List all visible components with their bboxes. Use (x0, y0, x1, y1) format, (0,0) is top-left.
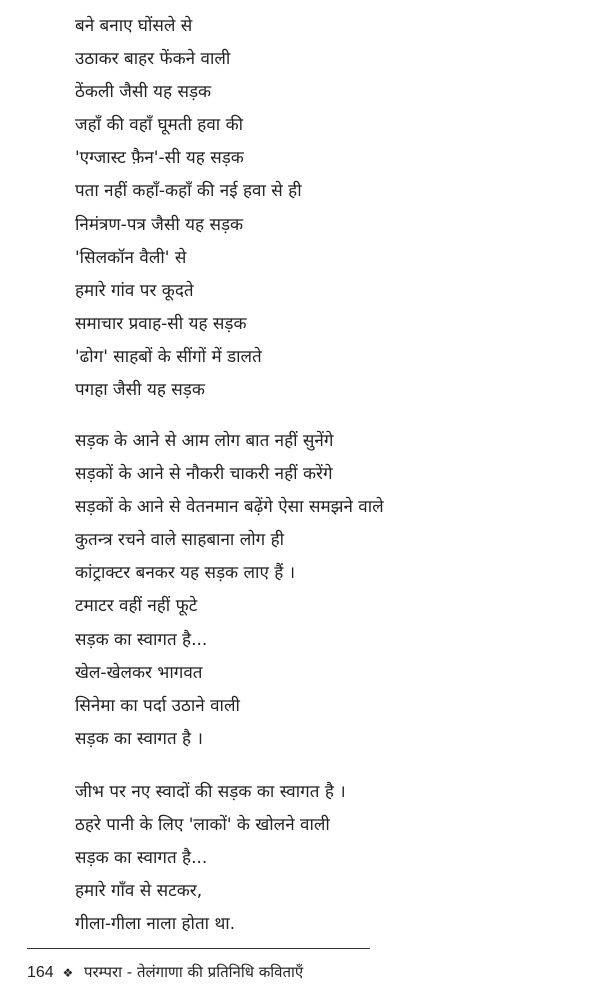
poem-line: 'एग्जास्ट फ़ैन'-सी यह सड़क (75, 148, 244, 169)
poem-stanza-1 (75, 10, 575, 407)
footer-divider (27, 948, 370, 949)
poem-stanza-2 (75, 425, 575, 756)
poem-line: हमारे गांव पर कूदते (75, 280, 194, 301)
poem-line: जहाँ की वहाँ घूमती हवा की (75, 115, 244, 136)
poem-line: सड़कों के आने से वेतनमान बढ़ेंगे ऐसा समझने वाले (75, 497, 384, 518)
poem-line: पगहा जैसी यह सड़क (75, 380, 205, 401)
running-title: परम्परा - तेलंगाणा की प्रतिनिधि कविताएँ (84, 963, 304, 981)
poem-line: टमाटर वहीं नहीं फूटे (75, 596, 198, 617)
poem-line: 'सिलकॉन वैली' से (75, 247, 187, 268)
poem-line: सिनेमा का पर्दा उठाने वाली (75, 695, 240, 716)
poem-line: उठाकर बाहर फेंकने वाली (75, 49, 231, 70)
poem-line: जीभ पर नए स्वादों की सड़क का स्वागत है । (75, 782, 346, 802)
poem-line: ठहरे पानी के लिए 'लाकों' के खोलने वाली (75, 815, 330, 836)
poem-line: 'ढोग' साहबों के सींगों में डालते (75, 346, 262, 367)
poem-line: ठेंकली जैसी यह सड़क (75, 82, 212, 103)
poem-line: पता नहीं कहाँ-कहाँ की नई हवा से ही (75, 181, 302, 202)
page-footer (27, 957, 303, 987)
page-number: 164 (27, 964, 54, 981)
poem-line: बने बनाए घोंसले से (75, 16, 193, 36)
poem-line: सड़क के आने से आम लोग बात नहीं सुनेंगे (75, 431, 334, 451)
poem-line: गीला-गीला नाला होता था. (75, 914, 236, 935)
poem-line: सड़क का स्वागत है... (75, 629, 208, 650)
poem-line: सड़कों के आने से नौकरी चाकरी नहीं करेंगे (75, 464, 333, 485)
poem-stanza-3 (75, 776, 575, 941)
poem-line: समाचार प्रवाह-सी यह सड़क (75, 313, 247, 334)
poem-line: सड़क का स्वागत है... (75, 848, 208, 869)
poem-line: कुतन्त्र रचने वाले साहबाना लोग ही (75, 530, 285, 551)
poem-line: हमारे गाँव से सटकर, (75, 881, 203, 902)
ornament-bullet-icon: ❖ (62, 966, 74, 980)
poem-line: निमंत्रण-पत्र जैसी यह सड़क (75, 214, 244, 235)
poem-line: कांट्राक्टर बनकर यह सड़क लाए हैं । (75, 563, 296, 584)
poem-line: सड़क का स्वागत है । (75, 728, 203, 749)
poem-line: खेल-खेलकर भागवत (75, 662, 203, 683)
